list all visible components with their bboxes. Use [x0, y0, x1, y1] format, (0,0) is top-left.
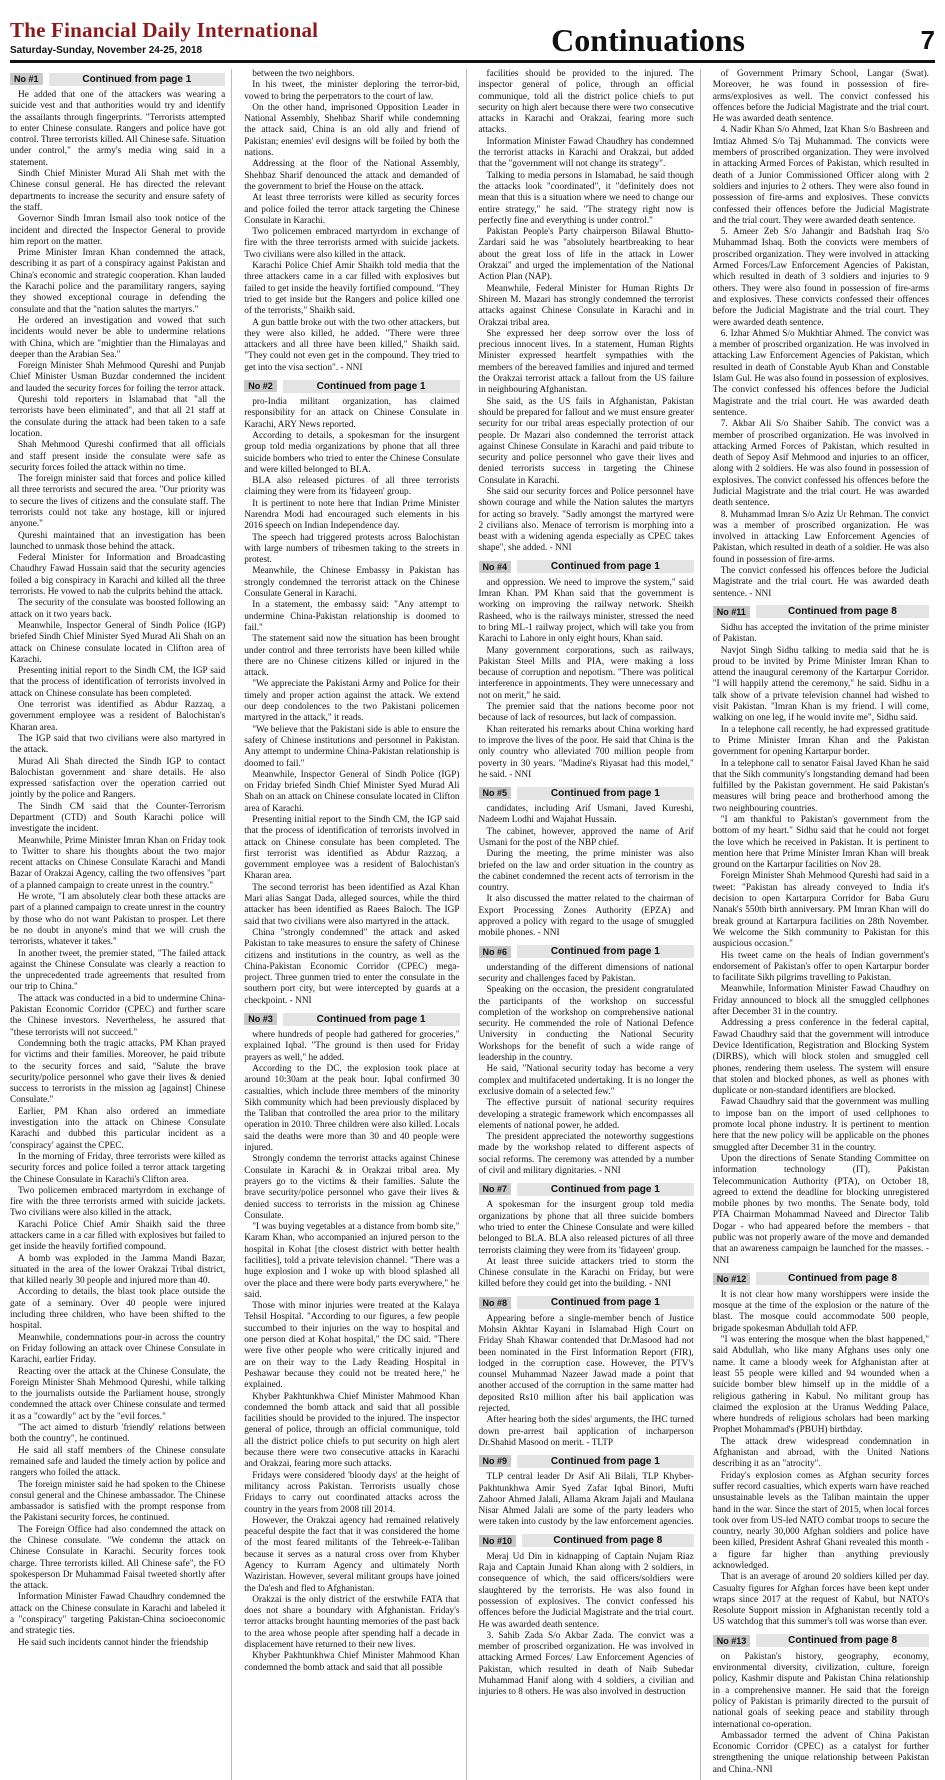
- article-paragraph: "The act aimed to disturb 'friendly' relations between both the country", he continued.: [10, 1423, 226, 1445]
- article-paragraph: 8. Muhammad Imran S/o Aziz Ur Rehman. The convict was a member of proscribed organization. He was involved in attacking Law Enforcement Agencies of Pakistan, which resulted in death of a soldier. He was also found in possession of fire-arms.: [712, 509, 929, 565]
- article-paragraph: He said such incidents cannot hinder the friendship: [18, 1637, 209, 1648]
- article-paragraph: Meanwhile, Inspector General of Sindh Police (IGP) briefed Sindh Chief Minister Syed Murad Ali Shah on an attack on Chinese consulate located in Clifton area of Karachi.: [10, 620, 226, 665]
- article-paragraph: The president appreciated the noteworthy suggestions made by the workshop related to different aspects of social reforms. The ceremony was attended by a number of civil and military dignitaries. - NNI: [478, 1132, 694, 1177]
- block-number: No #4: [479, 561, 512, 573]
- article-paragraph: Meanwhile, Federal Minister for Human Rights Dr Shireen M. Mazari has strongly condemned the terrorist attacks against Chinese Consulate in Karachi and in Orakzai tribal area.: [478, 283, 694, 328]
- article-paragraph: Khyber Pakhtunkhwa Chief Minister Mahmood Khan condemned the bomb attack and said that all possible facilities should be provided to the injured. The inspector general of police, through an official communique, told all the district police chiefs to put security on high alert because there were two consecutive attacks in Karachi and Orakzai, fearing more such attacks.: [244, 1391, 460, 1470]
- article-paragraph: Many government corporations, such as railways, Pakistan Steel Mills and PIA, were making a loss because of corruption and nepotism. "There was political interference in appointments. They were unnecessary and not on merit," he said.: [478, 645, 694, 701]
- article-paragraph: "We believe that the Pakistani side is able to ensure the safety of Chinese institutions and personnel in Pakistan. Any attempt to undermine China-Pakistan relationship is doomed to fail.": [244, 724, 460, 769]
- article-paragraph: Karachi Police Chief Amir Shaikh told media that the three attackers came in a car filled with explosives but failed to get inside the heavily fortified compound. "They tried to get inside but the Rangers and police killed one of the terrorists," Shaikh said.: [244, 261, 460, 317]
- masthead: [10, 8, 935, 56]
- article-paragraph: of Government Primary School, Langar (Swat). Moreover, he was found in possession of fire-arms/explosives as well. The convict confessed his offences before the Judicial Magistrate and the trial court. He was awarded death sentence.: [712, 69, 929, 125]
- article-paragraph: Shah Mehmood Qureshi confirmed that all officials and staff present inside the consulate were safe as security forces foiled the attack within no time.: [10, 440, 226, 473]
- block-title: Continued from page 1: [517, 1296, 694, 1309]
- block-number: No #12: [713, 1273, 751, 1285]
- continuation-block: [713, 69, 929, 600]
- continuation-block: [479, 1533, 694, 1699]
- block-title: Continued from page 8: [756, 1272, 929, 1285]
- block-header: [713, 1271, 929, 1287]
- article-paragraph: Khyber Pakhtunkhwa Chief Minister Mahmood Khan condemned the bomb attack and said that all possible: [244, 1651, 460, 1673]
- article-paragraph: It is pertinent to note here that Indian Prime Minister Narendra Modi had encouraged such elements in his 2016 speech on Indian Independence day.: [244, 498, 460, 532]
- block-title: Continued from page 1: [49, 73, 226, 86]
- block-title: Continued from page 1: [283, 1013, 460, 1026]
- article-paragraph: Orakzai is the only district of the erstwhile FATA that does not share a boundary with Afghanistan. Friday's terror attacks brought haunting memories of the past back to the area whose people after spending half a decade in displacement have returned to their new lives.: [244, 1594, 460, 1651]
- article-paragraph: Talking to media persons in Islamabad, he said though the attacks look "coordinated", it "definitely does not mean that this is a situation where we need to change our entire strategy," he said. "The strategy right now is perfectly fine and everything is under control.": [478, 170, 694, 226]
- article-paragraph: That is an average of around 20 soldiers killed per day. Casualty figures for Afghan forces have been kept under wraps since 2017 at the request of Kabul, but NATO's Resolute Support mission in Afghanistan recently told a US watchdog that this summer's toll was worse than ever.: [712, 1572, 929, 1628]
- article-paragraph: According to details, a spokesman for the insurgent group told media organizations by phone that all three suicide bombers who tried to enter the Chinese Consulate and were killed belonged to BLA.: [244, 430, 460, 475]
- article-paragraph: "I was entering the mosque when the blast happened," said Abdullah, who like many Afghans uses only one name. It came a bloody week for Afghanistan after at least 55 people were killed and 94 wounded when a suicide bomber blew himself up in the middle of a religious gathering in Kabul. No militant group has claimed the explosion at the Uranus Wedding Palace, where hundreds of religious scholars had been marking Prophet Mohammad's (PBUH) birthday.: [712, 1335, 929, 1436]
- article-paragraph: Navjot Singh Sidhu talking to media said that he is proud to be invited by Prime Minister Imran Khan to attend the inaugural ceremony of the Kartarpur Corridor. "I will happily attend the ceremony," he said. Sidhu in a talk show of a private television channel had wished to visit Pakistan. "Imran Khan is my friend. I will come, walking on one leg, if he would invite me", Sidhu said.: [712, 645, 929, 724]
- continuation-block: [479, 69, 694, 555]
- article-paragraph: Khan reiterated his remarks about China working hard to improve the lives of the poor. He said that China is the only country who alleviated 700 million people from poverty in 30 years. "Madine's Riyasat had this model," he said. - NNI: [478, 724, 694, 780]
- masthead-rule: [10, 60, 935, 63]
- article-paragraph: The premier said that the nations become poor not because of lack of resources, but lack of compassion.: [478, 702, 694, 724]
- article-paragraph: The statement said now the situation has been brought under control and three terrorists have been killed while there are no Chinese citizens killed or injured in the attack.: [244, 634, 460, 679]
- block-header: [479, 785, 694, 801]
- block-title: Continued from page 1: [517, 1455, 694, 1468]
- block-number: No #3: [244, 1013, 277, 1025]
- continuation-block: [713, 1633, 929, 1776]
- article-paragraph: Presenting initial report to the Sindh CM, the IGP said that the process of identification of terrorists involved in attack on Chinese consulate has been completed.: [10, 666, 226, 699]
- article-paragraph: He said all staff members of the Chinese consulate remained safe and lauded the timely action by police and rangers who foiled the attack.: [10, 1445, 226, 1479]
- article-paragraph: Meanwhile, Information Minister Fawad Chaudhry on Friday announced to block all the smuggled cellphones after December 31 in the country.: [712, 984, 929, 1018]
- article-paragraph: He added that one of the attackers was wearing a suicide vest and that authorities would try and identify the assailants through fingerprints. "Terrorists attempted to enter Chinese consulate. Rangers and police have got control. Three terrorists killed. All Chinese safe. Situation under control," the army's media wing said in a statement.: [10, 90, 226, 168]
- article-paragraph: Governor Sindh Imran Ismail also took notice of the incident and directed the Inspector General to provide him report on the matter.: [10, 214, 226, 247]
- block-title: Continued from page 1: [517, 787, 694, 800]
- article-paragraph: According to details, the blast took place outside the gate of a seminary. Over 40 people were injured including three children, who have been shifted to the hospital.: [10, 1287, 226, 1332]
- article-paragraph: During the meeting, the prime minister was also briefed on the law and order situation in the country as the cabinet condemned the recent acts of terrorism in the country.: [478, 849, 694, 894]
- block-header: [479, 944, 694, 960]
- continuation-block: [244, 1011, 459, 1674]
- block-header: [479, 1295, 694, 1311]
- continuation-block: [713, 1271, 929, 1629]
- article-paragraph: Information Minister Fawad Chaudhry has condemned the terrorist attacks in Karachi and Orakzai, but added that the "government will not change its strategy".: [478, 136, 694, 170]
- article-paragraph: The security of the consulate was boosted following an attack on it two years back.: [10, 598, 226, 620]
- continuation-block: [479, 785, 694, 940]
- continuation-block: [479, 1295, 694, 1450]
- article-paragraph: In the morning of Friday, three terrorists were killed as security forces and police foiled a terror attack targeting the Chinese Consulate in Karachi's Clifton area.: [10, 1151, 226, 1185]
- article-paragraph: In another tweet, the premier stated, "The failed attack against the Chinese Consulate was clearly a reaction to the unprecedented trade agreements that resulted from our trip to China.": [10, 948, 226, 993]
- block-number: No #10: [479, 1535, 517, 1547]
- block-header: [479, 559, 694, 575]
- article-paragraph: where hundreds of people had gathered for groceries," explained Iqbal. "The ground is then used for Friday prayers as well," he added.: [244, 1030, 460, 1063]
- block-number: No #8: [479, 1297, 512, 1309]
- article-paragraph: Pakistan People's Party chairperson Bilawal Bhutto-Zardari said he was "absolutely heartbreaking to hear about the great loss of life in the attack in Lower Orakzai" and urged the implementation of the National Action Plan (NAP).: [478, 227, 694, 283]
- article-paragraph: The effective pursuit of national security requires developing a strategic framework which encompasses all elements of national power, he added.: [478, 1098, 694, 1131]
- block-header: [479, 1181, 694, 1197]
- article-paragraph: 7. Akbar Ali S/o Shaiber Sahib. The convict was a member of proscribed organization. He was involved in attacking Armed Forces of Pakistan, which resulted in death of Sepoy Asif Mehmood and injuries to an officer, along with 2 soldiers. He was also found in possession of explosives. The convict confessed his offences before the Judicial Magistrate and the trial court. He was awarded death sentence.: [712, 419, 929, 509]
- block-title: Continued from page 1: [517, 1183, 694, 1196]
- article-paragraph: on Pakistan's history, geography, economy, environmental diversity, civilization, culture, foreign policy, Kashmir dispute and Pakistan China relationship in a comprehensive manner. He said that the foreign policy of Pakistan is primarily directed to the pursuit of national goals of seeking peace and stability through international co-operation.: [712, 1651, 929, 1730]
- section-title: Continuations: [551, 22, 745, 58]
- article-paragraph: On the other hand, imprisoned Opposition Leader in National Assembly, Shehbaz Sharif while condemning the attack said, China is an old ally and friend of Pakistan; enemies' evil designs will be foiled by both the nations.: [244, 102, 460, 159]
- article-columns: [10, 69, 935, 1775]
- article-paragraph: The foreign minister said that forces and police killed all three terrorists and secured the area. "Our priority was to secure the lives of citizens and the consulate staff. The terrorists could not take any hostage, kill or injured anyone.": [10, 474, 226, 530]
- continuation-block: [479, 559, 694, 781]
- article-paragraph: He wrote, "I am absolutely clear both these attacks are part of a planned campaign to create unrest in the country by those who do not want Pakistan to prosper. Let there be no doubt in anyone's mind that we will crush the terrorists, whatever it takes.": [10, 892, 226, 948]
- block-title: Continued from page 8: [522, 1534, 694, 1547]
- article-paragraph: Those with minor injuries were treated at the Kalaya Tehsil Hospital. "According to our figures, a few people succumbed to their injuries on the way to hospital and one person died at Kohat hospital," the DC said. "There were five other people who were critically injured and are on their way to the Lady Reading Hospital in Peshawar because they could not be treated here," he explained.: [244, 1301, 460, 1391]
- article-paragraph: Foreign Minister Shah Mehmood Qureshi and Punjab Chief Minister Usman Buzdar condemned the incident and lauded the security forces for foiling the terror attack.: [10, 361, 226, 394]
- article-paragraph: The second terrorist has been identified as Azal Khan Mari alias Sangat Dada, alleged sources, while the third attacker has been identified as Raees Baloch. The IGP said that two civilians were also martyred in the attack.: [244, 882, 460, 927]
- column-4: [713, 69, 935, 1780]
- article-paragraph: "I am thankful to Pakistan's government from the bottom of my heart." Sidhu said that he could not forget the love which he received in Pakistan. It is pertinent to mention here that Prime Minister Imran Khan will break ground on the Kartarpur facilities on Nov 28.: [712, 815, 929, 871]
- article-paragraph: After hearing both the sides' arguments, the IHC turned down pre-arrest bail application of incharperson Dr.Shahid Masood on merit. - TLTP: [478, 1415, 694, 1448]
- article-paragraph: She said our security forces and Police personnel have shown courage and while the Nation salutes the martyrs for acting so bravely. "Sadly amongst the martyred were 2 civilians also. Menace of terrorism is morphing into a beast with a widening agenda especially as CPEC takes shape", she added. - NNI: [478, 486, 694, 554]
- article-paragraph: China "strongly condemned" the attack and asked Pakistan to take measures to ensure the safety of Chinese citizens and institutions in the country, as well as the China-Pakistan Economic Corridor (CPEC) mega-project. Three gunmen tried to enter the consulate in the southern port city, but were intercepted by guards at a checkpoint. - NNI: [244, 927, 460, 1006]
- block-number: No #6: [479, 946, 512, 958]
- article-paragraph: The Foreign Office had also condemned the attack on the Chinese consulate. "We condemn the attack on Chinese Consulate in Karachi. Security forces took charge. Three terrorists killed. All Chinese safe", the FO spokesperson Dr Muhammad Faisal tweeted shortly after the attack.: [10, 1524, 226, 1592]
- article-paragraph: His tweet came on the heals of Indian government's endorsement of Pakistan's offer to open Kartarpur border to facilitate Sikh pilgrims travelling to Pakistan.: [712, 950, 929, 984]
- block-header: [713, 1633, 929, 1649]
- continuation-block: [479, 1453, 694, 1528]
- article-paragraph: Earlier, PM Khan also ordered an immediate investigation into the attack on Chinese Consulate Karachi and dubbed this particular incident as a 'conspiracy' against the CPEC.: [10, 1106, 226, 1151]
- block-number: No #11: [713, 606, 750, 618]
- block-title: Continued from page 1: [517, 560, 694, 573]
- article-paragraph: between the two neighbors.: [252, 69, 355, 79]
- publication-name: The Financial Daily International: [10, 18, 319, 42]
- article-paragraph: A bomb was exploded in the Jamma Mandi Bazar, situated in the area of the lower Orakzai Tribal district, that killed nearly 30 people and injured more than 40.: [10, 1253, 226, 1287]
- article-paragraph: The convict confessed his offences before the Judicial Magistrate and the trial court. He was awarded death sentence. - NNI: [712, 566, 929, 599]
- article-paragraph: Meraj Ud Din in kidnapping of Captain Nujam Riaz Raja and Captain Junaid Khan along with 2 soldiers, in consequence of which, the said officers/soldiers were slaughtered by the terrorists. He was also found in possession of explosives. The convict confessed his offences before the Judicial Magistrate and the trial court. He was awarded death sentence.: [478, 1551, 694, 1630]
- article-paragraph: "We appreciate the Pakistani Army and Police for their timely and proper action against the attack. We extend our deep condolences to the two Pakistani policemen martyred in the attack," it reads.: [244, 679, 460, 724]
- article-paragraph: Two policemen embraced martyrdom in exchange of fire with the three terrorists armed with suicide jackets. Two civilians were also killed in the attack.: [10, 1185, 226, 1219]
- block-number: No #2: [244, 380, 277, 392]
- block-title: Continued from page 8: [756, 605, 929, 618]
- article-paragraph: Appearing before a single-member bench of Justice Mohsin Akhtar Kayani in Islamabad High Court on Friday Shah Khawar contended that Dr.Masood had not been nominated in the First Information Report (FIR), lodged in the corruption case. However, the PTV's counsel Muhammad Nazeer Jawad made a point that another accused of the corruption in the same matter had deposited Rs10 million after his bail application was rejected.: [478, 1313, 694, 1415]
- page-number: 7: [920, 25, 935, 55]
- article-paragraph: The speech had triggered protests across Balochistan with large numbers of tribesmen taking to the streets in protest.: [244, 532, 460, 566]
- article-paragraph: A spokesman for the insurgent group told media organizations by phone that all three suicide bombers who tried to enter the Chinese Consulate and were killed belonged to BLA. BLA also released pictures of all three terrorists claiming they were from its 'fidayeen' group.: [478, 1200, 694, 1256]
- article-paragraph: Fridays were considered 'bloody days' at the height of militancy across Pakistan. Terrorists usually chose Fridays to carry out coordinated attacks across the country in the years from 2008 till 2014.: [244, 1470, 460, 1515]
- article-paragraph: Meanwhile, the Chinese Embassy in Pakistan has strongly condemned the terrorist attack on the Chinese Consulate General in Karachi.: [244, 566, 460, 600]
- article-paragraph: It is not clear how many worshippers were inside the mosque at the time of the explosion or the nature of the blast. The mosque could accommodate 500 people, brigade spokesman Abdullah told AFP.: [712, 1289, 929, 1334]
- article-paragraph: The attack was conducted in a bid to undermine China-Pakistan Economic Corridor (CPEC) and further scare the Chinese investors. Nevertheless, he assured that "these terrorists will not succeed.": [10, 993, 226, 1038]
- block-number: No #1: [10, 73, 43, 85]
- article-paragraph: 4. Nadir Khan S/o Ahmed, Izat Khan S/o Bashreen and Imtiaz Ahmed S/o Taj Muhammad. The convicts were members of proscribed organization. They were involved in attacking Armed Forces of Pakistan, which resulted in death of a Junior Commissioned Officer along with 2 soldiers and injuries to 2 others. They were also found in possession of fire-arms and explosives. These convicts confessed their offences before the Judicial Magistrate and the trial court. They were awarded death sentence.: [712, 125, 929, 226]
- article-paragraph: She expressed her deep sorrow over the loss of precious innocent lives. In a statement, Human Rights Minister expressed heartfelt sympathies with the members of the bereaved families and injured and termed the Orakzai terrorist attack a fallout from the US failure in neighbouring Afghanistan.: [478, 328, 694, 396]
- block-header: [479, 1533, 694, 1549]
- article-paragraph: However, the Orakzai agency had remained relatively peaceful despite the fact that it was considered the home of the most feared militants of the Tehreek-e-Taliban because it serves as a natural cross over from Khyber Agency to Kurram Agency and ultimately North Waziristan. However, several militant groups have joined the Da'esh and fled to Afghanistan.: [244, 1515, 460, 1594]
- article-paragraph: At least three suicide attackers tried to storm the Chinese consulate in the Karachi on Friday, but were killed before they could get into the building. - NNI: [478, 1256, 694, 1290]
- article-paragraph: Karachi Police Chief Amir Shaikh said the three attackers came in a car filled with explosives but failed to get inside the heavily fortified compound.: [10, 1219, 226, 1253]
- column-1: [10, 69, 232, 1780]
- article-paragraph: Addressing a press conference in the federal capital, Fawad Chaudhry said that the government will introduce Device Identification, Registration and Blocking System (DIRBS), which will block stolen and smuggled cell phones, rendering them useless. The system will ensure that stolen and blocked phones, as well as phones with duplicate or non-standard identifiers are blocked.: [712, 1018, 929, 1097]
- article-paragraph: Upon the directions of Senate Standing Committee on information technology (IT), Pakistan Telecommunication Authority (PTA), on October 18, agreed to extend the deadline for blocking unregistered mobile phones by two months. The Senate body, told PTA Chairman Mohammad Naveed and Director Talib Dogar - who had appeared before the members - that public was not properly aware of the move and demanded that an awareness campaign be launched for the masses. - NNI: [712, 1153, 929, 1266]
- block-number: No #13: [713, 1635, 751, 1647]
- article-paragraph: The cabinet, however, approved the name of Arif Usmani for the post of the NBP chief.: [478, 826, 694, 848]
- article-paragraph: Sindh Chief Minister Murad Ali Shah met with the Chinese consul general. He has directed the relevant departments to increase the security and ensure safety of the staff.: [10, 169, 226, 213]
- article-paragraph: She said, as the US fails in Afghanistan, Pakistan should be prepared for fallout and we must ensure greater security for our tribal areas especially protection of our people. Dr Mazari also condemned the terrorist attack against Chinese Consulate in Karachi and paid tribute to security and police personnel who gave their lives and denied terrorists success in targeting the Chinese Consulate in Karachi.: [478, 396, 694, 486]
- article-paragraph: Strongly condemn the terrorist attacks against Chinese Consulate in Karachi & in Orakzai tribal area. My prayers go to the victims & their families. Salute the brave security/police personnel who gave their lives & denied success to terrorists in the mission ag Chinese Consulate.: [244, 1154, 460, 1221]
- article-paragraph: The Sindh CM said that the Counter-Terrorism Department (CTD) and South Karachi police will investigate the incident.: [10, 801, 226, 835]
- article-paragraph: In a telephone call recently, he had expressed gratitude to Prime Minister Imran Khan and the Pakistan government for opening Kartarpur border.: [712, 724, 929, 758]
- article-paragraph: Sidhu has accepted the invitation of the prime minister of Pakistan.: [712, 622, 929, 645]
- block-header: [713, 604, 929, 620]
- article-paragraph: One terrorist was identified as Abdur Razzaq, a government employee was a resident of Balochistan's Kharan area.: [10, 700, 226, 733]
- continuation-block: [244, 378, 459, 1007]
- article-paragraph: Meanwhile, condemnations pour-in across the country on Friday following an attack over Chinese Consulate in Karachi, earlier Friday.: [10, 1332, 226, 1366]
- article-paragraph: He said, "National security today has become a very complex and multifaceted undertaking. It is no longer the exclusive domain of a selected few.": [478, 1064, 694, 1097]
- block-header: [244, 1011, 459, 1027]
- article-paragraph: "I was buying vegetables at a distance from bomb site," Karam Khan, who accompanied an injured person to the hospital in Kohat [the closest district with better health facilities], told a private television channel. "There was a huge explosion and I woke up with blood splashed all over the place and there were body parts everywhere," he said.: [244, 1222, 460, 1300]
- masthead-left: [10, 18, 318, 56]
- article-paragraph: Prime Minister Imran Khan condemned the attack, describing it as part of a conspiracy against Pakistan and China's economic and strategic cooperation. Khan lauded the Karachi police and the paramilitary rangers, saying they showed exceptional courage in defending the consulate and that the "nation salutes the martyrs.": [10, 248, 226, 315]
- article-paragraph: Federal Minister for Information and Broadcasting Chaudhry Fawad Hussain said that the security agencies foiled a big conspiracy in Karachi and killed all the three terrorists. He vowed to nab the culprits behind the attack.: [10, 553, 226, 598]
- article-paragraph: 5. Ameer Zeb S/o Jahangir and Badshah Iraq S/o Muhammad Ishaq. Both the convicts were members of proscribed organization. They were involved in attacking Armed Forces/Law Enforcement Agencies of Pakistan, which resulted in death of 3 soldiers and injuries to 9 others. They were also found in possession of fire-arms and explosives. These convicts confessed their offences before the Judicial Magistrate and the trial court. They were awarded death sentence.: [712, 227, 929, 328]
- article-paragraph: Two policemen embraced martyrdom in exchange of fire with the three terrorists armed with suicide jackets. Two civilians were also killed in the attack.: [244, 227, 460, 260]
- block-title: Continued from page 1: [283, 380, 460, 393]
- article-paragraph: The foreign minister said he had spoken to the Chinese consul general and the Chinese ambassador. The Chinese ambassador is satisfied with the prompt response from the Pakistani security forces, he continued.: [10, 1479, 226, 1524]
- article-paragraph: At least three terrorists were killed as security forces and police foiled the terror attack targeting the Chinese Consulate in Karachi.: [244, 193, 460, 226]
- article-paragraph: BLA also released pictures of all three terrorists claiming they were from its 'fidayeen' group.: [244, 476, 460, 498]
- article-paragraph: According to the DC, the explosion took place at around 10:30am at the peak hour. Iqbal confirmed 30 casualties, which include three members of the minority Sikh community which had been previously displaced by the Taliban that controlled the area prior to the military operation in 2010. Three children were also killed. Locals said the deaths were more than 30 and 40 people were injured.: [244, 1063, 460, 1154]
- column-2: [244, 69, 466, 1780]
- article-paragraph: He ordered an investigation and vowed that such incidents would never be able to undermine relations with China, which are "mightier than the Himalayas and deeper than the Arabian Sea.": [10, 315, 226, 360]
- article-paragraph: pro-India militant organization, has claimed responsibility for an attack on Chinese Consulate in Karachi, ARY News reported.: [244, 397, 460, 430]
- article-paragraph: and oppression. We need to improve the system," said Imran Khan. PM Khan said that the government is working on improving the railway network. Sheikh Rasheed, who is the railways minister, stressed the need to bring ML-1 railway project, which will take you from Karachi to Lahore in only eight hours, Khan said.: [478, 577, 694, 645]
- article-paragraph: In a statement, the embassy said: "Any attempt to undermine China-Pakistan relationship is doomed to fail.": [244, 600, 460, 633]
- article-paragraph: Qureshi told reporters in Islamabad that "all the terrorists have been eliminated", and that all 21 staff at the consulate during the attack had been taken to a safe location.: [10, 395, 226, 439]
- issue-date: Saturday-Sunday, November 24-25, 2018: [10, 45, 203, 56]
- article-paragraph: The IGP said that two civilians were also martyred in the attack.: [10, 733, 226, 756]
- article-paragraph: The attack drew widespread condemnation in Afghanistan and abroad, with the United Nations describing it as an "atrocity".: [712, 1436, 929, 1470]
- block-number: No #9: [479, 1455, 512, 1467]
- article-paragraph: 3. Sahib Zada S/o Akbar Zada. The convict was a member of proscribed organization. He was involved in attacking Armed Forces/ Law Enforcement Agencies of Pakistan, which resulted in death of Naib Subedar Muhammad Hanif along with 4 soldiers, a civilian and injuries to 8 others. He was also involved in destruction: [478, 1630, 694, 1698]
- article-paragraph: A gun battle broke out with the two other attackers, but they were also killed, he added. "There were three attackers and all three have been killed," Shaikh said. "They could not even get in the compound. They tried to get into the visa section". - NNI: [244, 317, 460, 373]
- article-paragraph: In his tweet, the minister deploring the terror-bid, vowed to bring the perpetrators to the court of law.: [244, 80, 460, 102]
- article-paragraph: Information Minister Fawad Chaudhry condemned the attack on the Chinese consulate in Karachi and labeled it a "conspiracy" targeting Pakistan-China socioeconomic and strategic ties.: [10, 1592, 226, 1637]
- article-paragraph: understanding of the different dimensions of national security and challenges faced by Pakistan.: [478, 962, 694, 984]
- block-header: [479, 1453, 694, 1469]
- continuation-block: [713, 604, 929, 1267]
- article-paragraph: Friday's explosion comes as Afghan security forces suffer record casualties, which experts warn have reached unsustainable levels as the Taliban maintain the upper hand in the war. Since the start of 2015, when local forces took over from US-led NATO combat troops to secure the country, nearly 30,000 Afghan soldiers and police have been killed, President Ashraf Ghani revealed this month - a figure far higher than anything previously acknowledged.: [712, 1470, 929, 1571]
- continuation-block: [244, 69, 459, 374]
- block-title: Continued from page 8: [756, 1634, 929, 1647]
- block-header: [10, 71, 225, 87]
- article-paragraph: candidates, including Arif Usmani, Javed Kureshi, Nadeem Lodhi and Wajahat Hussain.: [478, 804, 694, 826]
- block-title: Continued from page 1: [517, 945, 694, 958]
- article-paragraph: Addressing at the floor of the National Assembly, Shehbaz Sharif denounced the attack and demanded of the government to brief the House on the attack.: [244, 159, 460, 192]
- continuation-block: [10, 71, 225, 1649]
- continuation-block: [479, 944, 694, 1178]
- block-number: No #7: [479, 1183, 512, 1195]
- article-paragraph: Reacting over the attack at the Chinese Consulate, the Foreign Minister Shah Mehmood Qureshi, while talking to the journalists outside the Parliament house, strongly condemned the attack over Chinese consulate and termed it as a "cowardly" act by the "evil forces.": [10, 1366, 226, 1422]
- column-3: [479, 69, 701, 1780]
- article-paragraph: It also discussed the matter related to the chairman of Export Processing Zones Authority (EPZA) and approved a policy with regard to the usage of smuggled mobile phones. - NNI: [478, 894, 694, 939]
- article-paragraph: Ambassador termed the advent of China Pakistan Economic Corridor (CPEC) as a catalyst for further strengthening the unique relationship between Pakistan and China.-NNI: [712, 1730, 929, 1775]
- article-paragraph: TLP central leader Dr Asif Ali Bilali, TLP Khyber-Pakhtunkhwa Amir Syed Zafar Iqbal Binori, Mufti Zahoor Ahmed Jalali, Allama Akram Jajali and Maulana Nisar Ahmed Jalali are some of the party leaders who were taken into custody by the law enforcement agencies.: [478, 1472, 694, 1528]
- article-paragraph: Murad Ali Shah directed the Sindh IGP to contact Balochistan government and share details. He also expressed satisfaction over the operation carried out jointly by the police and Rangers.: [10, 756, 226, 801]
- continuation-block: [479, 1181, 694, 1290]
- article-paragraph: Qureshi maintained that an investigation has been launched to unmask those behind the attack.: [10, 530, 226, 552]
- block-number: No #5: [479, 787, 512, 799]
- article-paragraph: 6. Izhar Ahmed S/o Mukhtiar Ahmed. The convict was a member of proscribed organization. He was involved in attacking Law Enforcement Agencies of Pakistan, which resulted in death of Constable Ayub Khan and Constable Islam Gul. He was also found in possession of explosives. The convict confessed his offences before the Judicial Magistrate and the trial court. He was awarded death sentence.: [712, 328, 929, 418]
- article-paragraph: Condemning both the tragic attacks, PM Khan prayed for victims and their families. Moreover, he paid tribute to the security forces and said, "Salute the brave security/police personnel who gave their lives & denied success to terrorists in the mission ag [against] Chinese Consulate.": [10, 1038, 226, 1106]
- article-paragraph: Meanwhile, Inspector General of Sindh Police (IGP) on Friday briefed Sindh Chief Minister Syed Murad Ali Shah on an attack on Chinese consulate located in Clifton area of Karachi.: [244, 769, 460, 814]
- block-header: [244, 378, 459, 394]
- article-paragraph: Presenting initial report to the Sindh CM, the IGP said that the process of identification of terrorists involved in attack on Chinese consulate has been completed. The first terrorist was identified as Abdur Razzaq, a government employee was a resident of Balochistan's Kharan area.: [244, 815, 460, 882]
- article-paragraph: facilities should be provided to the injured. The inspector general of police, through an official communique, told all the district police chiefs to put security on high alert because there were two consecutive attacks in Karachi and Orakzai, fearing more such attacks.: [478, 69, 694, 136]
- article-paragraph: Foreign Minister Shah Mehmood Qureshi had said in a tweet: "Pakistan has already conveyed to India it's decision to open Kartarpura Corridor for Baba Guru Nanak's 550th birth anniversary. PM Imran Khan will do break ground at Kartarpura facilities on 28th November. We welcome the Sikh community to Pakistan for this auspicious occasion.": [712, 871, 929, 950]
- article-paragraph: Meanwhile, Prime Minister Imran Khan on Friday took to Twitter to share his thoughts about the two major recent attacks on Chinese Consulate Karachi and Mandi Bazar of Orakzai Agency, calling the two offensives "part of a planned campaign to create unrest in the country.": [10, 835, 226, 891]
- article-paragraph: Fawad Chaudhry said that the government was mulling to impose ban on the import of used cellphones to promote local phone industry. It is pertinent to mention here that the new policy will be applicable on the phones smuggled after December 31 in the country.: [712, 1097, 929, 1153]
- article-paragraph: In a telephone call to senator Faisal Javed Khan he said that the Sikh community's longstanding demand had been fulfilled by the Pakistan government. He said Pakistan's measures will bring peace and brotherhood among the two neighbouring countries.: [712, 758, 929, 814]
- article-paragraph: Speaking on the occasion, the president congratulated the participants of the workshop on successful completion of the workshop on comprehensive national security. He commended the role of National Defence University in conducting the National Security Workshops for the benefit of such a wide range of leadership in the country.: [478, 985, 694, 1064]
